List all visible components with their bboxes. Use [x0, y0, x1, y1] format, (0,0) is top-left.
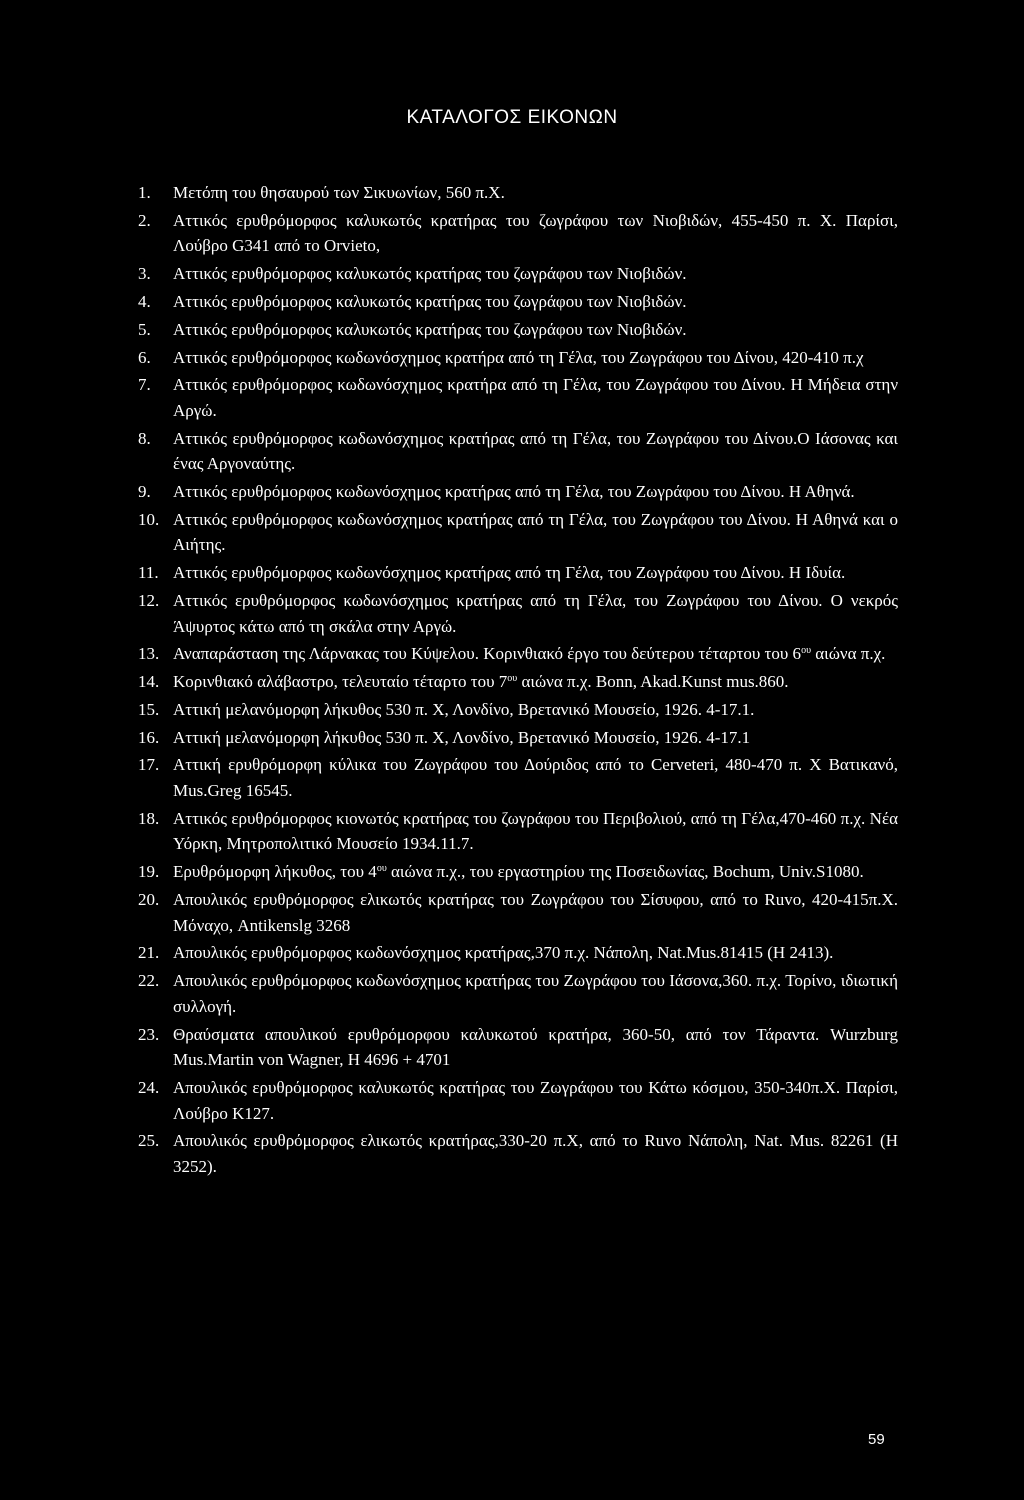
item-text-segment: Απουλικός ερυθρόμορφος ελικωτός κρατήρας του Ζωγράφου του Σίσυφου, από το Ruvo, 420-415π.Χ. Μόναχο, Antikenslg 3268 [173, 890, 898, 935]
item-number: 12. [138, 590, 160, 610]
item-number: 23. [138, 1024, 160, 1044]
item-text-segment: αιώνα π.χ., του εργαστηρίου της Ποσειδωνίας, Bochum, Univ.S1080. [386, 862, 864, 882]
item-text-segment: Αττική μελανόμορφη λήκυθος 530 π. Χ, Λονδίνο, Βρετανικό Μουσείο, 1926. 4-17.1 [173, 727, 751, 747]
list-item [138, 940, 898, 966]
list-item [138, 317, 898, 343]
item-number: 2. [138, 210, 151, 230]
item-text-segment: Αναπαράσταση της Λάρνακας του Κύψελου. Κορινθιακό έργο του δεύτερου τέταρτου του 6 [173, 644, 802, 664]
item-number: 9. [138, 482, 151, 502]
item-number: 1. [138, 183, 151, 202]
item-text [173, 700, 754, 719]
item-text [173, 644, 885, 663]
item-number: 24. [138, 1077, 160, 1097]
item-text-segment: Αττικός ερυθρόμορφος κωδωνόσχημος κρατήρα από τη Γέλα, του Ζωγράφου του Δίνου. Η Μήδεια στην Αργώ. [173, 375, 898, 420]
ordinal-superscript: ου [507, 673, 518, 685]
item-text [173, 482, 855, 501]
item-text-segment: αιώνα π.χ. [811, 644, 886, 664]
list-item [138, 261, 898, 287]
list-item [138, 289, 898, 315]
list-item [138, 560, 898, 586]
page-title: ΚΑΤΑΛΟΓΟΣ ΕΙΚΟΝΩΝ [406, 107, 618, 128]
item-text-segment: Αττική μελανόμορφη λήκυθος 530 π. Χ, Λονδίνο, Βρετανικό Μουσείο, 1926. 4-17.1. [173, 699, 755, 719]
list-item [138, 725, 898, 751]
item-number: 14. [138, 672, 160, 692]
item-number: 10. [138, 509, 160, 529]
list-item [138, 697, 898, 723]
item-number: 8. [138, 428, 151, 448]
list-item [138, 208, 898, 259]
item-text-segment: Αττικός ερυθρόμορφος καλυκωτός κρατήρας του ζωγράφου των Νιοβιδών, 455-450 π. Χ. Παρίσι, Λούβρο G341 από το Orvieto, [173, 210, 898, 256]
list-item [138, 345, 898, 371]
item-number: 11. [138, 563, 159, 583]
item-text [173, 375, 898, 420]
list-item [138, 752, 898, 803]
ordinal-superscript: ου [376, 863, 387, 875]
item-text [173, 890, 898, 935]
item-text-segment: Αττικός ερυθρόμορφος κωδωνόσχημος κρατήρας από τη Γέλα, του Ζωγράφου του Δίνου. Ο νεκρός Άψυρτος κάτω από τη σκάλα στην Αργώ. [173, 590, 898, 636]
item-text [173, 292, 687, 311]
item-number: 4. [138, 291, 151, 311]
item-number: 18. [138, 808, 160, 828]
item-number: 20. [138, 890, 160, 909]
ordinal-superscript: ου [801, 645, 812, 657]
list-item [138, 1075, 898, 1126]
item-text [173, 348, 864, 367]
item-text [173, 320, 687, 339]
list-item [138, 372, 898, 423]
item-text [173, 943, 833, 962]
item-text-segment: Αττικός ερυθρόμορφος κωδωνόσχημος κρατήρας από τη Γέλα, του Ζωγράφου του Δίνου. Η Αθηνά. [173, 482, 855, 502]
item-text [173, 211, 898, 256]
item-text [173, 672, 789, 691]
item-text-segment: Αττικός ερυθρόμορφος καλυκωτός κρατήρας του ζωγράφου των Νιοβιδών. [173, 264, 687, 284]
item-number: 6. [138, 347, 151, 367]
item-text-segment: Ερυθρόμορφη λήκυθος, του 4 [173, 862, 377, 882]
item-number: 19. [138, 862, 160, 882]
list-item [138, 859, 898, 885]
item-text-segment: Αττικός ερυθρόμορφος κωδωνόσχημος κρατήρας από τη Γέλα, του Ζωγράφου του Δίνου.Ο Ιάσονας και ένας Αργοναύτης. [173, 428, 898, 474]
item-text [173, 510, 898, 555]
item-text [173, 264, 687, 283]
item-text [173, 809, 898, 854]
item-text-segment: Αττικός ερυθρόμορφος καλυκωτός κρατήρας του ζωγράφου των Νιοβιδών. [173, 319, 687, 339]
item-text-segment: Αττικός ερυθρόμορφος καλυκωτός κρατήρας του ζωγράφου των Νιοβιδών. [173, 291, 687, 311]
item-number: 15. [138, 699, 160, 719]
item-text [173, 1078, 898, 1123]
item-text-segment: Αττική ερυθρόμορφη κύλικα του Ζωγράφου του Δούριδος από το Cerveteri, 480-470 π. Χ Βατικανό, Mus.Greg 16545. [173, 755, 898, 801]
item-text-segment: Αττικός ερυθρόμορφος κωδωνόσχημος κρατήρα από τη Γέλα, του Ζωγράφου του Δίνου, 420-410 π.χ [173, 347, 864, 367]
list-item [138, 669, 898, 695]
list-item [138, 507, 898, 558]
list-item [138, 641, 898, 667]
item-text-segment: αιώνα π.χ. Bonn, Akad.Kunst mus.860. [517, 672, 789, 692]
item-number: 16. [138, 727, 160, 747]
item-text-segment: Απουλικός ερυθρόμορφος καλυκωτός κρατήρας του Ζωγράφου του Κάτω κόσμου, 350-340π.Χ. Παρίσι, Λούβρο Κ127. [173, 1077, 898, 1123]
list-item [138, 588, 898, 639]
item-number: 21. [138, 943, 160, 963]
item-text-segment: Αττικός ερυθρόμορφος κωδωνόσχημος κρατήρας από τη Γέλα, του Ζωγράφου του Δίνου. Η Αθηνά και ο Αιήτης. [173, 509, 898, 555]
item-text [173, 1025, 898, 1070]
list-item [138, 1128, 898, 1179]
page-number: 59 [868, 1431, 885, 1448]
list-item [138, 479, 898, 505]
list-item [138, 426, 898, 477]
item-number: 3. [138, 264, 151, 284]
item-text [173, 755, 898, 800]
item-text-segment: Μετόπη του θησαυρού των Σικυωνίων, 560 π.Χ. [173, 183, 505, 202]
item-text-segment: Αττικός ερυθρόμορφος κωδωνόσχημος κρατήρας από τη Γέλα, του Ζωγράφου του Δίνου. Η Ιδυία. [173, 563, 846, 583]
list-item [138, 1022, 898, 1073]
item-text-segment: Απουλικός ερυθρόμορφος κωδωνόσχημος κρατήρας του Ζωγράφου του Ιάσονα,360. π.χ. Τορίνο, ιδιωτική συλλογή. [173, 971, 898, 1016]
item-text [173, 862, 864, 881]
item-text [173, 563, 845, 582]
item-text [173, 591, 898, 636]
item-number: 7. [138, 375, 151, 395]
item-text [173, 971, 898, 1016]
list-item [138, 180, 898, 206]
item-text [173, 429, 898, 474]
item-text-segment: Απουλικός ερυθρόμορφος κωδωνόσχημος κρατήρας,370 π.χ. Νάπολη, Nat.Mus.81415 (Η 2413). [173, 943, 834, 963]
item-number: 5. [138, 319, 151, 339]
item-number: 13. [138, 644, 160, 664]
item-text-segment: Θραύσματα απουλικού ερυθρόμορφου καλυκωτού κρατήρα, 360-50, από τον Τάραντα. Wurzburg Mus.Martin von Wagner, Η 4696 + 4701 [173, 1024, 898, 1070]
list-item [138, 887, 898, 938]
list-item [138, 968, 898, 1019]
item-number: 22. [138, 971, 160, 991]
list-item [138, 806, 898, 857]
item-text-segment: Απουλικός ερυθρόμορφος ελικωτός κρατήρας,330-20 π.Χ, από το Ruvo Νάπολη, Nat. Mus. 82261 (Η 3252). [173, 1131, 898, 1176]
item-text [173, 183, 505, 202]
item-text [173, 728, 750, 747]
item-number: 25. [138, 1131, 160, 1151]
figure-list [138, 180, 898, 1182]
item-number: 17. [138, 755, 160, 775]
item-text-segment: Αττικός ερυθρόμορφος κιονωτός κρατήρας του ζωγράφου του Περιβολιού, από τη Γέλα,470-460 π.χ. Νέα Υόρκη, Μητροπολιτικό Μουσείο 1934.11.7. [173, 808, 898, 854]
item-text-segment: Κορινθιακό αλάβαστρο, τελευταίο τέταρτο του 7 [173, 672, 508, 692]
item-text [173, 1131, 898, 1176]
